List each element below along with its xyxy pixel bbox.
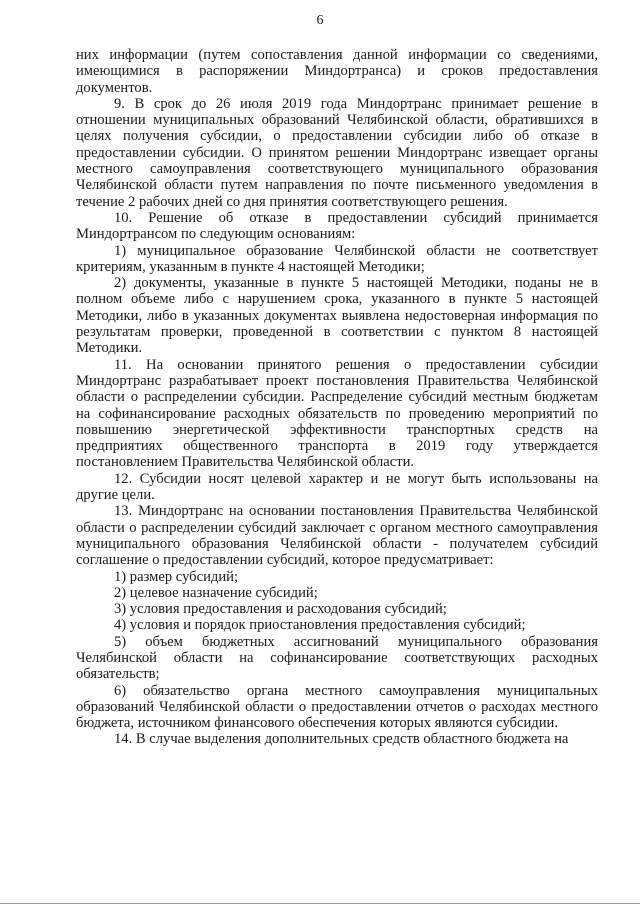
paragraph-subitem-13-6: 6) обязательство органа местного самоуправления муниципальных образований Челябинской области о предоставлении отчетов о расходах местного бюджета, источником финансового обеспечения которых являются субсидии. — [76, 682, 598, 732]
paragraph-item-13: 13. Миндортранс на основании постановления Правительства Челябинской области о распределении субсидий заключает с органом местного самоуправления муниципального образования Челябинской области - получателем субсидий соглашение о предоставлении субсидий, которое предусматривает: — [76, 503, 598, 569]
paragraph-subitem-13-2: 2) целевое назначение субсидий; — [114, 584, 318, 601]
page-bottom-edge — [0, 903, 640, 904]
paragraph-subitem-13-1: 1) размер субсидий; — [114, 568, 238, 585]
document-body — [76, 47, 598, 748]
paragraph-subitem-10-1: 1) муниципальное образование Челябинской области не соответствует критериям, указанным в пункте 4 настоящей Методики; — [76, 242, 598, 275]
paragraph-item-12: 12. Субсидии носят целевой характер и не могут быть использованы на другие цели. — [76, 470, 598, 504]
paragraph-subitem-13-3: 3) условия предоставления и расходования субсидий; — [114, 601, 447, 618]
paragraph-item-9: 9. В срок до 26 июля 2019 года Миндортранс принимает решение в отношении муниципальных образований Челябинской области, обратившихся в целях получения субсидии, о предоставлении субсидии либо об отказе в предоставлении субсидии. О принятом решении Миндортранс извещает органы местного самоуправления соответствующего муниципального образования Челябинской области путем направления по почте письменного уведомления в течение 2 рабочих дней со дня принятия соответствующего решения. — [76, 95, 598, 210]
paragraph-subitem-13-5: 5) объем бюджетных ассигнований муниципального образования Челябинской области на софинансирование соответствующих расходных обязательств; — [76, 633, 598, 683]
paragraph-subitem-10-2: 2) документы, указанные в пункте 5 настоящей Методики, поданы не в полном объеме либо с нарушением срока, указанного в пункте 5 настоящей Методики, либо в указанных документах выявлена недостоверная информация по результатам проверки, проведенной в соответствии с пунктом 8 настоящей Методики. — [76, 275, 598, 357]
paragraph-continuation: них информации (путем сопоставления данной информации со сведениями, имеющимися в распоряжении Миндортранса) и сроков предоставления документов. — [76, 47, 598, 96]
paragraph-item-14: 14. В случае выделения дополнительных средств областного бюджета на — [114, 731, 569, 748]
paragraph-item-10: 10. Решение об отказе в предоставлении субсидий принимается Миндортрансом по следующим основаниям: — [76, 209, 598, 243]
paragraph-item-11: 11. На основании принятого решения о предоставлении субсидии Миндортранс разрабатывает проект постановления Правительства Челябинской области о распределении субсидии. Распределение субсидий местным бюджетам на софинансирование расходных обязательств по проведению мероприятий по повышению энергетической эффективности транспортных средств на предприятиях общественного транспорта в 2019 году утверждается постановлением Правительства Челябинской области. — [76, 356, 598, 471]
paragraph-subitem-13-4: 4) условия и порядок приостановления предоставления субсидий; — [114, 617, 526, 634]
page-number: 6 — [316, 13, 324, 28]
